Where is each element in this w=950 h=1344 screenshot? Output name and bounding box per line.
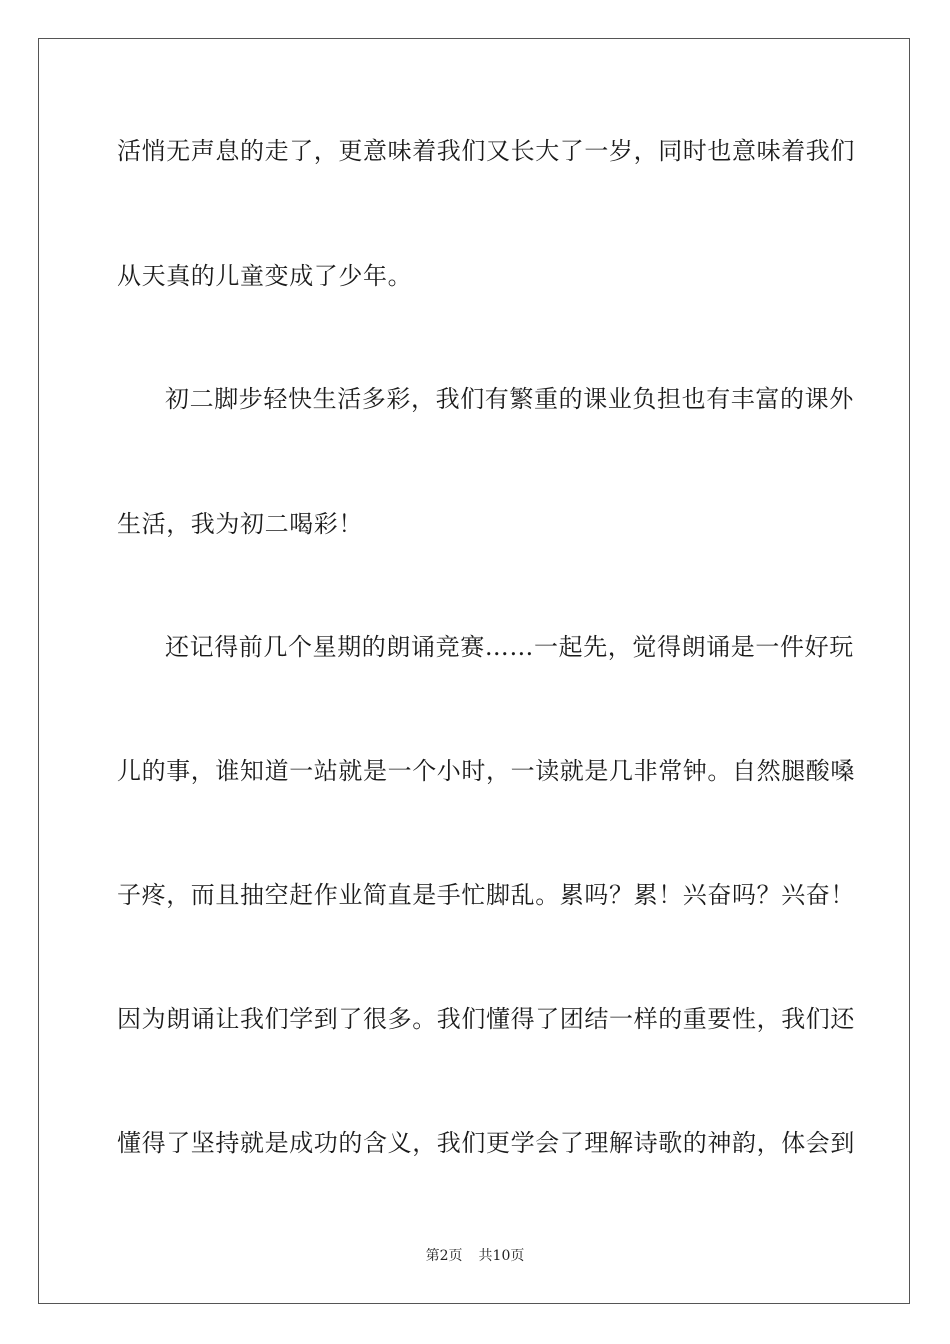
text-line: 懂得了坚持就是成功的含义，我们更学会了理解诗歌的神韵，体会到	[117, 1129, 855, 1157]
text-line: 从天真的儿童变成了少年。	[117, 262, 413, 290]
text-line: 因为朗诵让我们学到了很多。我们懂得了团结一样的重要性，我们还	[117, 1005, 855, 1033]
text-line: 活悄无声息的走了，更意味着我们又长大了一岁，同时也意味着我们	[117, 137, 855, 165]
page-footer	[0, 1246, 950, 1266]
text-line: 子疼，而且抽空赶作业简直是手忙脚乱。累吗？累！兴奋吗？兴奋！	[117, 881, 855, 909]
page-number-current: 第2页	[425, 1248, 463, 1264]
paragraph-start-line: 还记得前几个星期的朗诵竞赛……一起先，觉得朗诵是一件好玩	[165, 633, 854, 661]
page-number-total: 共10页	[478, 1248, 525, 1264]
page-border	[38, 38, 910, 1304]
text-line: 儿的事，谁知道一站就是一个小时，一读就是几非常钟。自然腿酸嗓	[117, 757, 855, 785]
text-line: 生活，我为初二喝彩！	[117, 510, 363, 538]
paragraph-start-line: 初二脚步轻快生活多彩，我们有繁重的课业负担也有丰富的课外	[165, 385, 854, 413]
